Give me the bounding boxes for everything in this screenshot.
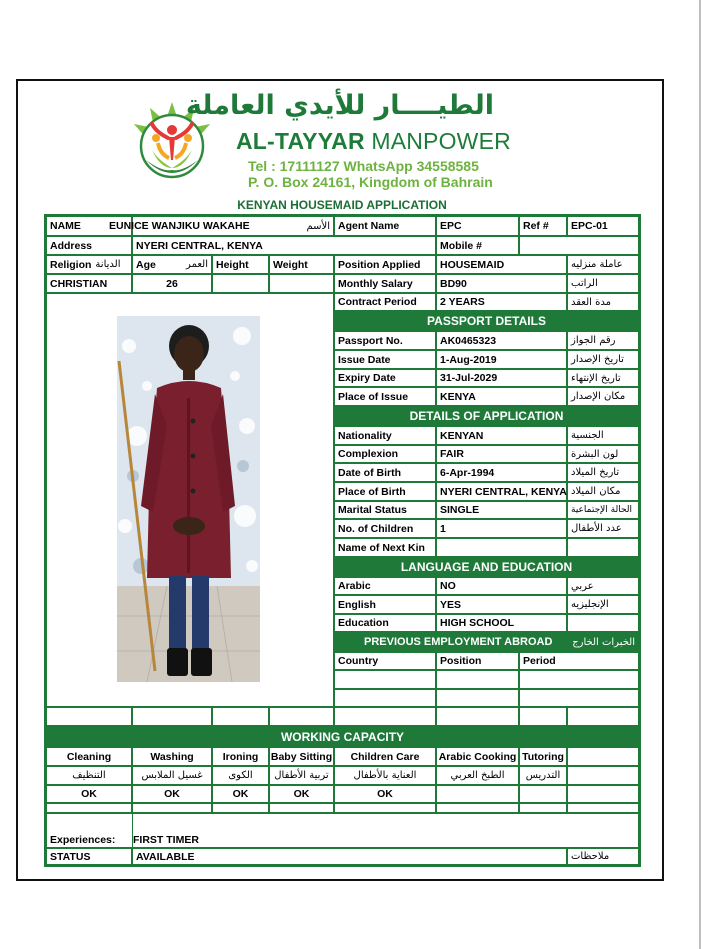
date-of-birth-value: 6-Apr-1994 — [436, 463, 567, 482]
blank-cell — [269, 803, 334, 813]
blank-cell — [436, 803, 519, 813]
blank-cell — [132, 803, 212, 813]
issue-date-value: 1-Aug-2019 — [436, 350, 567, 369]
blank-cell — [567, 785, 639, 803]
address-label: Address — [46, 236, 132, 255]
status-label: STATUS — [46, 848, 132, 865]
education-label: Education — [334, 614, 436, 632]
skill-arabic-cooking-value — [436, 785, 519, 803]
blank-cell — [567, 803, 639, 813]
height-value — [212, 274, 269, 293]
nationality-arabic-label: الجنسية — [567, 426, 639, 445]
status-value: AVAILABLE — [132, 848, 567, 865]
skill-children-care-value: OK — [334, 785, 436, 803]
skill-washing-arabic: غسيل الملابس — [132, 766, 212, 785]
employment-row-cell — [334, 670, 436, 689]
skill-tutoring-value — [519, 785, 567, 803]
skill-children-care-arabic: العناية بالأطفال — [334, 766, 436, 785]
blank-cell — [46, 803, 132, 813]
position-value: HOUSEMAID — [436, 255, 567, 274]
religion-label: Religion — [50, 258, 92, 271]
date-of-birth-label: Date of Birth — [334, 463, 436, 482]
blank-cell — [46, 707, 132, 726]
salary-value: BD90 — [436, 274, 567, 293]
details-of-application-header: DETAILS OF APPLICATION — [334, 406, 639, 426]
next-of-kin-label: Name of Next Kin — [334, 538, 436, 557]
education-value: HIGH SCHOOL — [436, 614, 567, 632]
skill-cleaning-label: Cleaning — [46, 747, 132, 766]
passport-no-label: Passport No. — [334, 331, 436, 350]
complexion-value: FAIR — [436, 445, 567, 463]
arabic-arabic-label: عربي — [567, 577, 639, 595]
brand-name-light: MANPOWER — [364, 128, 511, 154]
remarks-arabic-label: ملاحظات — [567, 848, 639, 865]
mobile-value — [519, 236, 639, 255]
next-of-kin-value — [436, 538, 567, 557]
blank-cell — [212, 803, 269, 813]
blank-cell — [334, 803, 436, 813]
complexion-label: Complexion — [334, 445, 436, 463]
skill-washing-label: Washing — [132, 747, 212, 766]
skill-washing-value: OK — [132, 785, 212, 803]
name-arabic-label: الأسم — [306, 220, 330, 232]
employment-position-header: Position — [436, 652, 519, 670]
place-of-birth-label: Place of Birth — [334, 482, 436, 501]
experiences-row — [46, 813, 639, 848]
previous-employment-title: PREVIOUS EMPLOYMENT ABROAD — [364, 636, 553, 648]
place-of-issue-label: Place of Issue — [334, 387, 436, 406]
employment-row-cell — [334, 689, 436, 707]
marital-status-label: Marital Status — [334, 501, 436, 519]
blank-cell — [567, 766, 639, 785]
age-label-cell — [132, 255, 212, 274]
nationality-value: KENYAN — [436, 426, 567, 445]
skill-children-care-label: Children Care — [334, 747, 436, 766]
date-of-birth-arabic-label: تاريخ الميلاد — [567, 463, 639, 482]
weight-label: Weight — [269, 255, 334, 274]
contact-line-2: P. O. Box 24161, Kingdom of Bahrain — [248, 174, 493, 190]
skill-baby-sitting-value: OK — [269, 785, 334, 803]
marital-status-arabic-label: الحالة الإجتماعية — [567, 501, 639, 519]
skill-baby-sitting-label: Baby Sitting — [269, 747, 334, 766]
passport-no-arabic-label: رقم الجواز — [567, 331, 639, 350]
working-capacity-header: WORKING CAPACITY — [46, 726, 639, 747]
employment-row-cell — [519, 689, 639, 707]
issue-date-label: Issue Date — [334, 350, 436, 369]
experiences-label: Experiences: — [50, 834, 116, 846]
salary-arabic-label: الراتب — [567, 274, 639, 293]
column-divider — [132, 813, 133, 848]
education-arabic-label — [567, 614, 639, 632]
arabic-label: Arabic — [334, 577, 436, 595]
blank-cell — [519, 707, 567, 726]
employment-row-cell — [436, 689, 519, 707]
skill-arabic-cooking-arabic: الطبخ العربي — [436, 766, 519, 785]
skill-ironing-arabic: الكوى — [212, 766, 269, 785]
english-arabic-label: الإنجليزيه — [567, 595, 639, 614]
complexion-arabic-label: لون البشرة — [567, 445, 639, 463]
age-value: 26 — [132, 274, 212, 293]
next-of-kin-arabic-label — [567, 538, 639, 557]
blank-cell — [334, 707, 436, 726]
marital-status-value: SINGLE — [436, 501, 567, 519]
brand-name-arabic: الطيــــار للأيدي العاملة — [185, 90, 494, 121]
contact-line-1: Tel : 17111127 WhatsApp 34558585 — [248, 158, 479, 174]
name-cell — [109, 216, 334, 236]
blank-cell — [567, 707, 639, 726]
contract-value: 2 YEARS — [436, 293, 567, 311]
application-title: KENYAN HOUSEMAID APPLICATION — [237, 198, 447, 212]
place-of-birth-value: NYERI CENTRAL, KENYA — [436, 482, 567, 501]
children-value: 1 — [436, 519, 567, 538]
age-label: Age — [136, 258, 156, 271]
expiry-date-label: Expiry Date — [334, 369, 436, 387]
brand-name-bold: AL-TAYYAR — [236, 128, 365, 154]
weight-value — [269, 274, 334, 293]
ref-value: EPC-01 — [567, 216, 639, 236]
expiry-date-arabic-label: تاريخ الإنتهاء — [567, 369, 639, 387]
salary-label: Monthly Salary — [334, 274, 436, 293]
skill-arabic-cooking-label: Arabic Cooking — [436, 747, 519, 766]
english-label: English — [334, 595, 436, 614]
passport-no-value: AK0465323 — [436, 331, 567, 350]
applicant-photo — [117, 316, 260, 682]
agent-name-label: Agent Name — [334, 216, 436, 236]
contract-label: Contract Period — [334, 293, 436, 311]
mobile-label: Mobile # — [436, 236, 519, 255]
age-arabic-label: العمر — [186, 259, 208, 270]
name-label: NAME — [46, 216, 132, 236]
blank-cell — [436, 707, 519, 726]
place-of-issue-value: KENYA — [436, 387, 567, 406]
religion-value: CHRISTIAN — [46, 274, 132, 293]
employment-row-cell — [519, 670, 639, 689]
application-form — [44, 214, 641, 867]
passport-details-header: PASSPORT DETAILS — [334, 311, 639, 331]
photo-frame — [46, 293, 334, 707]
place-of-issue-arabic-label: مكان الإصدار — [567, 387, 639, 406]
expiry-date-value: 31-Jul-2029 — [436, 369, 567, 387]
children-arabic-label: عدد الأطفال — [567, 519, 639, 538]
blank-cell — [132, 707, 212, 726]
height-label: Height — [212, 255, 269, 274]
skill-cleaning-value: OK — [46, 785, 132, 803]
place-of-birth-arabic-label: مكان الميلاد — [567, 482, 639, 501]
english-value: YES — [436, 595, 567, 614]
skill-ironing-value: OK — [212, 785, 269, 803]
address-value: NYERI CENTRAL, KENYA — [132, 236, 436, 255]
experiences-value: FIRST TIMER — [133, 834, 199, 846]
language-education-header: LANGUAGE AND EDUCATION — [334, 557, 639, 577]
religion-label-cell — [46, 255, 132, 274]
name-value: EUNICE WANJIKU WAKAHE — [109, 220, 250, 232]
position-label: Position Applied — [334, 255, 436, 274]
nationality-label: Nationality — [334, 426, 436, 445]
position-arabic-label: عاملة منزليه — [567, 255, 639, 274]
ref-label: Ref # — [519, 216, 567, 236]
previous-employment-header — [334, 632, 639, 652]
agent-name-value: EPC — [436, 216, 519, 236]
skill-ironing-label: Ironing — [212, 747, 269, 766]
employment-row-cell — [436, 670, 519, 689]
blank-cell — [567, 747, 639, 766]
blank-cell — [269, 707, 334, 726]
employment-period-header: Period — [519, 652, 639, 670]
previous-employment-arabic-title: الخبرات الخارج — [572, 636, 635, 648]
skill-cleaning-arabic: التنظيف — [46, 766, 132, 785]
skill-tutoring-arabic: التدريس — [519, 766, 567, 785]
children-label: No. of Children — [334, 519, 436, 538]
contract-arabic-label: مدة العقد — [567, 293, 639, 311]
blank-cell — [212, 707, 269, 726]
brand-name-english — [236, 128, 511, 155]
employment-country-header: Country — [334, 652, 436, 670]
religion-arabic-label: الديانة — [95, 259, 121, 270]
blank-cell — [519, 803, 567, 813]
skill-baby-sitting-arabic: تربية الأطفال — [269, 766, 334, 785]
arabic-value: NO — [436, 577, 567, 595]
issue-date-arabic-label: تاريخ الإصدار — [567, 350, 639, 369]
skill-tutoring-label: Tutoring — [519, 747, 567, 766]
